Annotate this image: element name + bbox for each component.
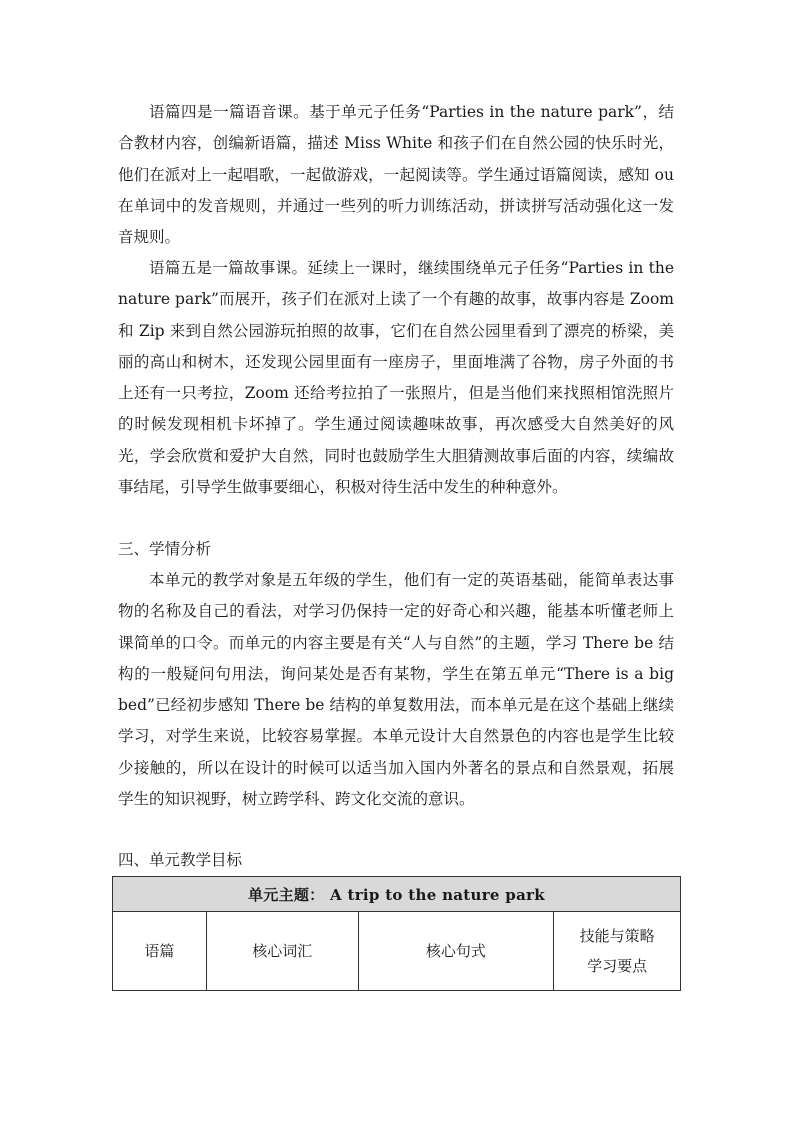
- table-row-headers: [113, 912, 681, 991]
- header-core-sentences: 核心句式: [358, 912, 554, 991]
- section-heading-learner-analysis: 三、学情分析: [118, 540, 212, 558]
- table-row-theme: [113, 877, 681, 912]
- section-heading-teaching-goals: 四、单元教学目标: [118, 851, 243, 869]
- paragraph-learner-analysis: 本单元的教学对象是五年级的学生，他们有一定的英语基础，能简单表达事物的名称及自己的看法，对学习仍保持一定的好奇心和兴趣，能基本听懂老师上课简单的口令。而单元的内容主要是有关“人与自然”的主题，学习 There be 结构的一般疑问句用法，询问某处是否有某物，学生在第五单元“There is a big bed”已经初步感知 There be 结构的单复数用法，而本单元是在这个基础上继续学习，对学生来说，比较容易掌握。本单元设计大自然景色的内容也是学生比较少接触的，所以在设计的时候可以适当加入国内外著名的景点和自然景观，拓展学生的知识视野，树立跨学科、跨文化交流的意识。: [118, 571, 674, 809]
- paragraph-text-four: 语篇四是一篇语音课。基于单元子任务“Parties in the nature park”，结合教材内容，创编新语篇，描述 Miss White 和孩子们在自然公园的快乐时光，他们在派对上一起唱歌，一起做游戏，一起阅读等。学生通过语篇阅读，感知 ou 在单词中的发音规则，并通过一些列的听力训练活动，拼读拼写活动强化这一发音规则。: [118, 103, 674, 247]
- unit-goals-table: [112, 876, 681, 991]
- header-skills-line1: 技能与策略: [579, 927, 655, 945]
- header-skills-line2: 学习要点: [587, 957, 648, 975]
- header-skills-strategies: [554, 912, 681, 991]
- header-text: 语篇: [113, 912, 207, 991]
- unit-theme-cell: 单元主题： A trip to the nature park: [113, 877, 681, 912]
- header-core-vocabulary: 核心词汇: [206, 912, 358, 991]
- paragraph-text-five: 语篇五是一篇故事课。延续上一课时，继续围绕单元子任务“Parties in the nature park”而展开，孩子们在派对上读了一个有趣的故事，故事内容是 Zoom 和 Zip 来到自然公园游玩拍照的故事，它们在自然公园里看到了漂亮的桥梁，美丽的高山和树木，还发现公园里面有一座房子，里面堆满了谷物，房子外面的书上还有一只考拉，Zoom 还给考拉拍了一张照片，但是当他们来找照相馆洗照片的时候发现相机卡坏掉了。学生通过阅读趣味故事，再次感受大自然美好的风光，学会欣赏和爱护大自然，同时也鼓励学生大胆猜测故事后面的内容，续编故事结尾，引导学生做事要细心，积极对待生活中发生的种种意外。: [118, 259, 674, 497]
